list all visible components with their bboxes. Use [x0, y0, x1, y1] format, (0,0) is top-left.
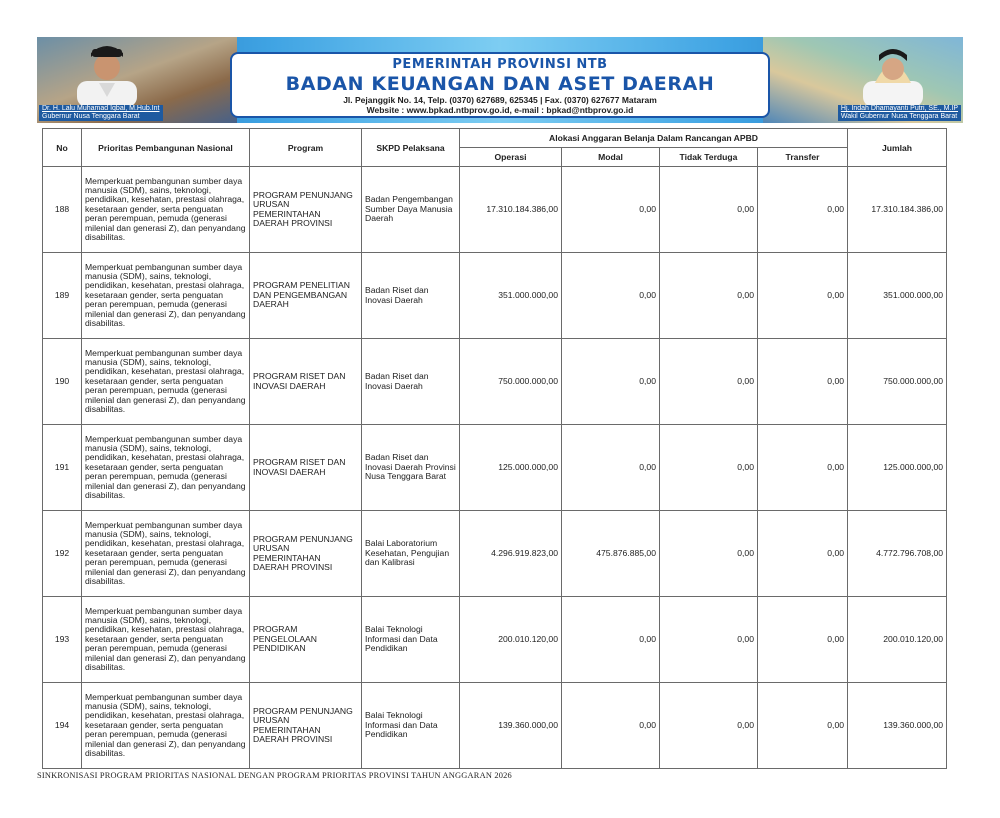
cell-prioritas: Memperkuat pembangunan sumber daya manusia (SDM), sains, teknologi, pendidikan, kesehatan, prestasi olahraga, kesetaraan gender, serta penguatan peran perempuan, pemuda (generasi milenial dan generasi Z), dan penyandang disabilitas. [82, 683, 250, 769]
cell-transfer: 0,00 [758, 511, 848, 597]
agency-address: Jl. Pejanggik No. 14, Telp. (0370) 627689, 625345 | Fax. (0370) 627677 Mataram [343, 95, 657, 105]
table-row [43, 253, 947, 339]
header-no: No [43, 129, 82, 167]
cell-transfer: 0,00 [758, 167, 848, 253]
agency-nameplate [230, 52, 770, 118]
cell-skpd: Badan Pengembangan Sumber Daya Manusia Daerah [362, 167, 460, 253]
cell-modal: 0,00 [562, 339, 660, 425]
cell-tidak-terduga: 0,00 [660, 339, 758, 425]
header-transfer: Transfer [758, 148, 848, 167]
cell-transfer: 0,00 [758, 253, 848, 339]
agency-website: Website : www.bpkad.ntbprov.go.id, e-mail : bpkad@ntbprov.go.id [366, 105, 634, 115]
cell-transfer: 0,00 [758, 683, 848, 769]
cell-tidak-terduga: 0,00 [660, 597, 758, 683]
cell-program: PROGRAM PENUNJANG URUSAN PEMERINTAHAN DAERAH PROVINSI [250, 683, 362, 769]
cell-no: 189 [43, 253, 82, 339]
header-program: Program [250, 129, 362, 167]
table-row [43, 597, 947, 683]
table-body [43, 167, 947, 769]
agency-title: BADAN KEUANGAN DAN ASET DAERAH [285, 73, 715, 95]
cell-operasi: 125.000.000,00 [460, 425, 562, 511]
header-jumlah: Jumlah [848, 129, 947, 167]
table-row [43, 683, 947, 769]
header-prioritas: Prioritas Pembangunan Nasional [82, 129, 250, 167]
cell-jumlah: 351.000.000,00 [848, 253, 947, 339]
cell-modal: 0,00 [562, 253, 660, 339]
cell-prioritas: Memperkuat pembangunan sumber daya manusia (SDM), sains, teknologi, pendidikan, kesehatan, prestasi olahraga, kesetaraan gender, serta penguatan peran perempuan, pemuda (generasi milenial dan generasi Z), dan penyandang disabilitas. [82, 253, 250, 339]
cell-tidak-terduga: 0,00 [660, 511, 758, 597]
cell-modal: 475.876.885,00 [562, 511, 660, 597]
cell-jumlah: 200.010.120,00 [848, 597, 947, 683]
cell-program: PROGRAM RISET DAN INOVASI DAERAH [250, 425, 362, 511]
header-tidak-terduga: Tidak Terduga [660, 148, 758, 167]
cell-no: 192 [43, 511, 82, 597]
cell-skpd: Balai Teknologi Informasi dan Data Pendidikan [362, 683, 460, 769]
cell-no: 194 [43, 683, 82, 769]
cell-jumlah: 750.000.000,00 [848, 339, 947, 425]
cell-no: 193 [43, 597, 82, 683]
vice-governor-name: Hj. Indah Dhamayanti Putri, SE., M.IP [840, 105, 958, 112]
cell-modal: 0,00 [562, 683, 660, 769]
cell-modal: 0,00 [562, 597, 660, 683]
governor-name: Dr. H. Lalu Muhamad Iqbal, M.Hub.Int [42, 105, 160, 112]
cell-jumlah: 139.360.000,00 [848, 683, 947, 769]
cell-prioritas: Memperkuat pembangunan sumber daya manusia (SDM), sains, teknologi, pendidikan, kesehatan, prestasi olahraga, kesetaraan gender, serta penguatan peran perempuan, pemuda (generasi milenial dan generasi Z), dan penyandang disabilitas. [82, 511, 250, 597]
document-footer: SINKRONISASI PROGRAM PRIORITAS NASIONAL DENGAN PROGRAM PRIORITAS PROVINSI TAHUN ANGGARAN 2026 [37, 771, 512, 780]
header-banner [37, 37, 963, 123]
cell-tidak-terduga: 0,00 [660, 425, 758, 511]
cell-jumlah: 17.310.184.386,00 [848, 167, 947, 253]
cell-no: 191 [43, 425, 82, 511]
table-row [43, 339, 947, 425]
header-operasi: Operasi [460, 148, 562, 167]
cell-skpd: Balai Laboratorium Kesehatan, Pengujian dan Kalibrasi [362, 511, 460, 597]
cell-no: 190 [43, 339, 82, 425]
cell-modal: 0,00 [562, 425, 660, 511]
cell-operasi: 17.310.184.386,00 [460, 167, 562, 253]
governor-title: Gubernur Nusa Tenggara Barat [42, 113, 140, 120]
cell-skpd: Badan Riset dan Inovasi Daerah [362, 339, 460, 425]
cell-modal: 0,00 [562, 167, 660, 253]
governor-caption [39, 105, 163, 121]
cell-skpd: Badan Riset dan Inovasi Daerah [362, 253, 460, 339]
budget-sync-table [42, 128, 947, 769]
cell-operasi: 200.010.120,00 [460, 597, 562, 683]
cell-program: PROGRAM PENUNJANG URUSAN PEMERINTAHAN DAERAH PROVINSI [250, 511, 362, 597]
cell-transfer: 0,00 [758, 425, 848, 511]
cell-program: PROGRAM RISET DAN INOVASI DAERAH [250, 339, 362, 425]
cell-jumlah: 4.772.796.708,00 [848, 511, 947, 597]
cell-transfer: 0,00 [758, 597, 848, 683]
cell-tidak-terduga: 0,00 [660, 253, 758, 339]
table-row [43, 511, 947, 597]
vice-governor-portrait [863, 41, 923, 107]
table-row [43, 425, 947, 511]
cell-prioritas: Memperkuat pembangunan sumber daya manusia (SDM), sains, teknologi, pendidikan, kesehatan, prestasi olahraga, kesetaraan gender, serta penguatan peran perempuan, pemuda (generasi milenial dan generasi Z), dan penyandang disabilitas. [82, 167, 250, 253]
governor-portrait [77, 41, 137, 107]
cell-transfer: 0,00 [758, 339, 848, 425]
cell-tidak-terduga: 0,00 [660, 167, 758, 253]
government-title: PEMERINTAH PROVINSI NTB [392, 57, 608, 72]
cell-program: PROGRAM PENUNJANG URUSAN PEMERINTAHAN DAERAH PROVINSI [250, 167, 362, 253]
cell-jumlah: 125.000.000,00 [848, 425, 947, 511]
table-header [43, 129, 947, 167]
header-modal: Modal [562, 148, 660, 167]
header-skpd: SKPD Pelaksana [362, 129, 460, 167]
cell-program: PROGRAM PENELITIAN DAN PENGEMBANGAN DAERAH [250, 253, 362, 339]
cell-skpd: Balai Teknologi Informasi dan Data Pendidikan [362, 597, 460, 683]
cell-prioritas: Memperkuat pembangunan sumber daya manusia (SDM), sains, teknologi, pendidikan, kesehatan, prestasi olahraga, kesetaraan gender, serta penguatan peran perempuan, pemuda (generasi milenial dan generasi Z), dan penyandang disabilitas. [82, 597, 250, 683]
cell-no: 188 [43, 167, 82, 253]
cell-operasi: 4.296.919.823,00 [460, 511, 562, 597]
cell-operasi: 351.000.000,00 [460, 253, 562, 339]
vice-governor-caption [838, 105, 961, 121]
cell-operasi: 139.360.000,00 [460, 683, 562, 769]
cell-skpd: Badan Riset dan Inovasi Daerah Provinsi Nusa Tenggara Barat [362, 425, 460, 511]
header-alokasi: Alokasi Anggaran Belanja Dalam Rancangan APBD [460, 129, 848, 148]
cell-program: PROGRAM PENGELOLAAN PENDIDIKAN [250, 597, 362, 683]
cell-prioritas: Memperkuat pembangunan sumber daya manusia (SDM), sains, teknologi, pendidikan, kesehatan, prestasi olahraga, kesetaraan gender, serta penguatan peran perempuan, pemuda (generasi milenial dan generasi Z), dan penyandang disabilitas. [82, 339, 250, 425]
vice-governor-title: Wakil Gubernur Nusa Tenggara Barat [840, 113, 958, 120]
cell-tidak-terduga: 0,00 [660, 683, 758, 769]
cell-operasi: 750.000.000,00 [460, 339, 562, 425]
cell-prioritas: Memperkuat pembangunan sumber daya manusia (SDM), sains, teknologi, pendidikan, kesehatan, prestasi olahraga, kesetaraan gender, serta penguatan peran perempuan, pemuda (generasi milenial dan generasi Z), dan penyandang disabilitas. [82, 425, 250, 511]
table-row [43, 167, 947, 253]
